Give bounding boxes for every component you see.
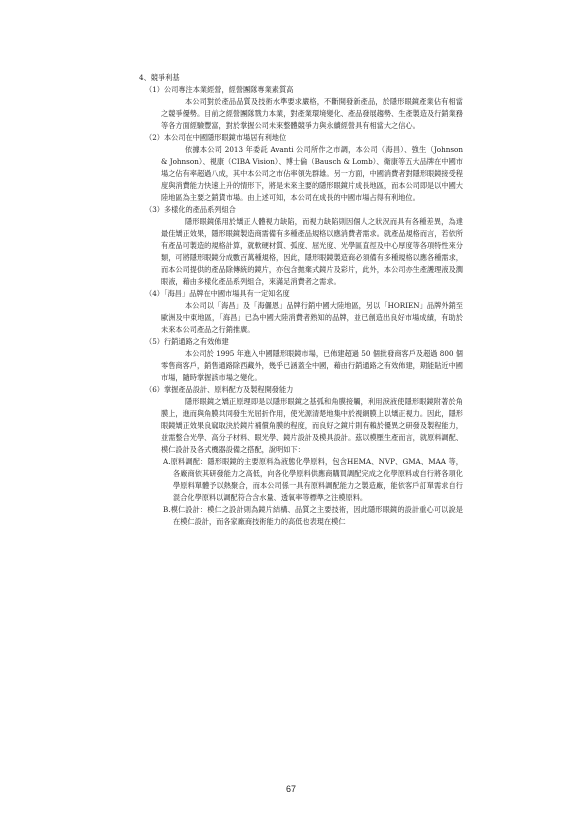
item-title: （1）公司專注本業經營，經營團隊專業素質高	[145, 85, 294, 94]
list-item	[133, 288, 463, 336]
list-item	[133, 132, 463, 204]
paragraph: 本公司對於產品品質及技術水準要求嚴格，不斷開發新產品，於隱形眼鏡產業佔有相當之競爭優勢。目前之經營團隊戮力本業，對產業環境變化、產品發展趨勢、生產製造及行銷業務等各方面經驗豐富，對於掌握公司未來整體競爭力與永續經營具有相當大之信心。	[161, 97, 463, 130]
item-title: （2）本公司在中國隱形眼鏡市場居有利地位	[145, 133, 287, 142]
list-item	[133, 384, 463, 528]
paragraph: 本公司於 1995 年進入中國隱形眼鏡市場，已佈建超過 50 個批發商客戶及超過 800 個零售商客戶，銷售通路除西藏外，幾乎已涵蓋全中國，藉由行銷通路之有效佈建，期能貼近中國市場，隨時掌握該市場之變化。	[161, 349, 463, 382]
list-item	[133, 204, 463, 288]
paragraph: 隱形眼鏡係用於矯正人體視力缺陷，而視力缺陷則因個人之狀況而具有各種差異，為達最佳矯正效果，隱形眼鏡製造商需備有多種產品規格以應消費者需求。就產品規格而言，若依所有產品可製造的規格計算，就軟硬材質、弧度、屈光度、光學區直徑及中心厚度等各項特性來分類，可將隱形眼鏡分成數百萬種規格，因此，隱形眼鏡製造商必須備有多種規格以應各種需求，而本公司提供的產品除傳統的鏡片，亦包含拋棄式鏡片及彩片，此外，本公司亦生產護理液及潤眼液，藉由多樣化產品系列組合，來滿足消費者之需求。	[161, 217, 463, 286]
item-title: （5）行銷通路之有效佈建	[145, 337, 229, 346]
page-number: 67	[285, 784, 296, 794]
item-title: （6）掌握產品設計、原料配方及製程開發能力	[145, 385, 294, 394]
list-item	[133, 336, 463, 384]
item-title: （3）多樣化的產品系列組合	[145, 205, 236, 214]
sub-item: A.原料調配：隱形眼鏡的主要原料為液態化學原料，包含HEMA、NVP、GMA、MAA 等，各廠商依其研發能力之高低，向各化學原料供應商購買調配完成之化學原料或自行將各項化學原料單體予以熱聚合，而本公司係一具有原料調配能力之製造廠，能依客戶訂單需求自行混合化學原料以調配符合含水量、透氧率等標準之注模原料。	[163, 457, 463, 502]
paragraph: 隱形眼鏡之矯正原理即是以隱形眼鏡之基弧和角膜接觸，利用淚液使隱形眼鏡附著於角膜上，進而與角膜共同發生光屈折作用，使光源清楚地集中於視網膜上以矯正視力。因此，隱形眼鏡矯正效果良窳取決於鏡片補償角膜的程度，而良好之鏡片則有賴於優異之研發及製程能力，並需整合光學、高分子材料、眼光學、鏡片設計及模具設計。茲以模壓生產而言，就原料調配、模仁設計及各式機器設備之搭配，說明如下：	[161, 397, 463, 454]
item-title: （4）「海昌」品牌在中國市場具有一定知名度	[145, 289, 290, 298]
sub-item: B.模仁設計：模仁之設計則為鏡片結構、品質之主要技術，因此隱形眼鏡的設計重心可以說是在模仁設計，而各家廠商技術能力的高低也表現在模仁	[163, 505, 463, 526]
section-title: 4、競爭利基	[139, 73, 180, 82]
paragraph: 依據本公司 2013 年委託 Avanti 公司所作之市調，本公司（海昌）、強生（Johnson & Johnson）、視康（CIBA Vision）、博士倫（Bausch & Lomb）、衛康等五大品牌在中國市場之佔有率超過八成，其中本公司之市佔率領先群雄。另一方面，中國消費者對隱形眼鏡接受程度與消費能力快速上升的情形下，將是未來主要的隱形眼鏡片成長地區，而本公司即是以中國大陸地區為主要之銷貨市場。由上述可知，本公司在成長的中國市場占得有利地位。	[161, 145, 463, 202]
paragraph: 本公司以「海昌」及「海儷恩」品牌行銷中國大陸地區，另以「HORIEN」品牌外銷至歐洲及中東地區，「海昌」已為中國大陸消費者熟知的品牌，並已創造出良好市場成績，有助於未來本公司產品之行銷推廣。	[161, 301, 463, 334]
document-body	[133, 72, 463, 528]
list-item	[133, 84, 463, 132]
